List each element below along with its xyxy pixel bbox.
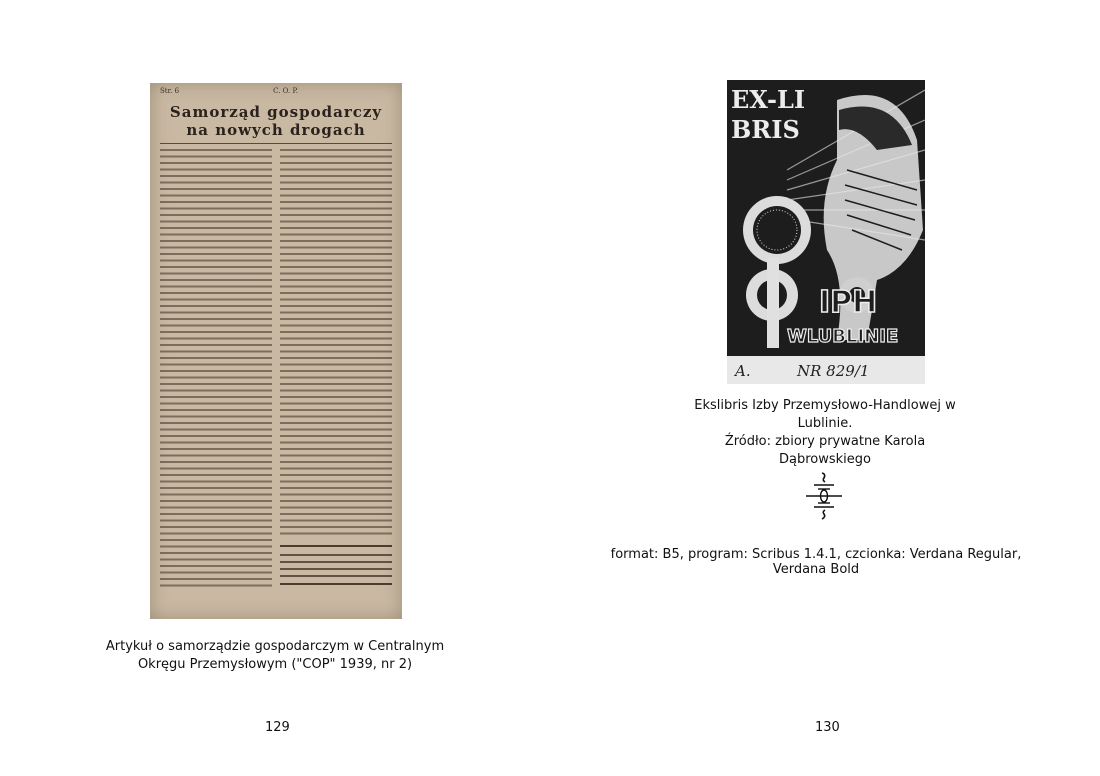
scan-advert-box (280, 545, 392, 585)
exlibris-text-top1: EX-LI (731, 85, 806, 114)
page-number-right: 130 (815, 720, 840, 735)
exlibris-woodcut (727, 80, 925, 384)
scan-title-line2: na nowych drogach (186, 121, 366, 139)
exlibris-inscription: NR 829/1 (797, 362, 870, 380)
newspaper-article-scan (150, 83, 402, 619)
scan-header-title: C. O. P. (273, 87, 298, 95)
right-caption-line2: Źródło: zbiory prywatne Karola Dąbrowskiego (724, 434, 926, 467)
typographic-ornament-icon (804, 470, 844, 522)
scan-header (160, 87, 392, 95)
scan-page-label: Str. 6 (160, 87, 180, 95)
format-line: format: B5, program: Scribus 1.4.1, czcionka: Verdana Regular, Verdana Bold (610, 547, 1022, 577)
page-number-left: 129 (265, 720, 290, 735)
scan-rule (160, 143, 392, 144)
scan-text-column-2 (280, 149, 392, 539)
exlibris-text-main2: WLUBLINIE (787, 326, 899, 347)
exlibris-image (727, 80, 925, 384)
right-caption (680, 397, 970, 469)
scan-title (164, 103, 388, 139)
left-caption: Artykuł o samorządzie gospodarczym w Centralnym Okręgu Przemysłowym ("COP" 1939, nr 2) (105, 639, 445, 672)
exlibris-text-main1: IPH (819, 285, 878, 320)
scan-title-line1: Samorząd gospodarczy (169, 103, 383, 121)
svg-text:A.: A. (735, 362, 751, 380)
exlibris-text-top2: BRIS (731, 115, 800, 144)
right-caption-line1: Ekslibris Izby Przemysłowo-Handlowej w Lublinie. (694, 398, 956, 431)
scan-text-column-1 (160, 149, 272, 589)
